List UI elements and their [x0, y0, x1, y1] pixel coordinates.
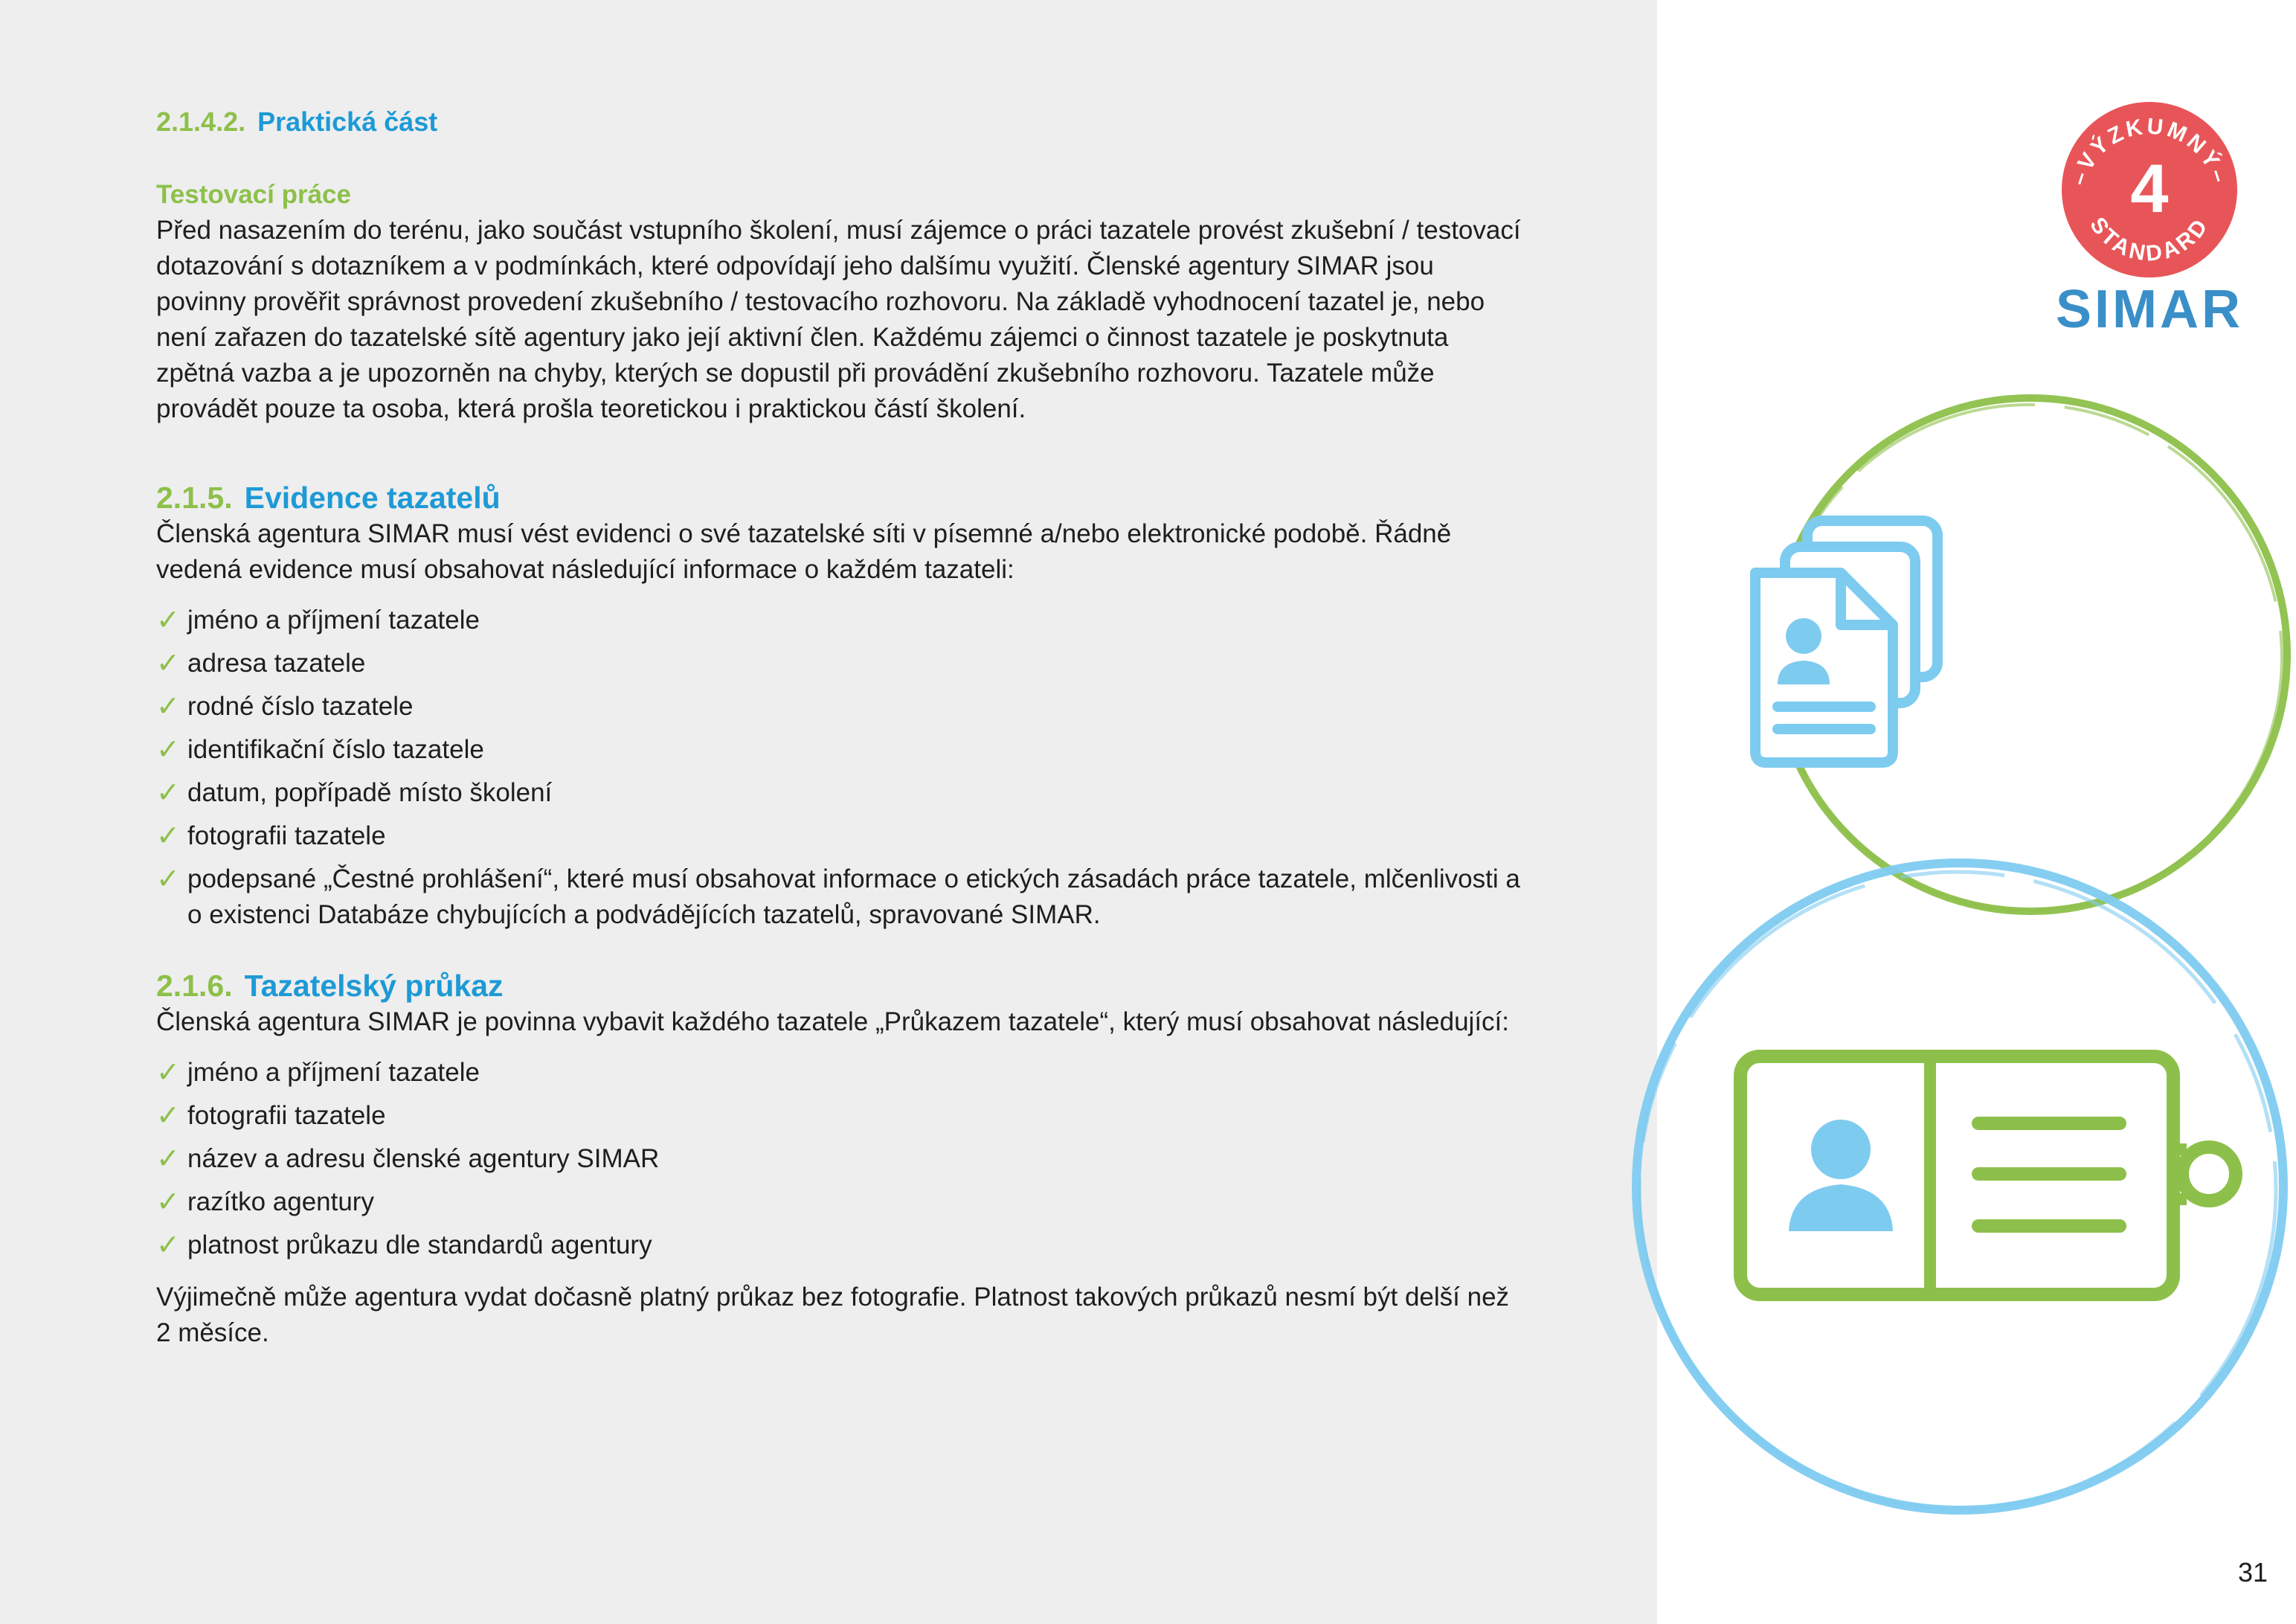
badge-number: 4 [2130, 151, 2169, 227]
list-item: ✓ identifikační číslo tazatele [156, 732, 1525, 768]
heading-title: Tazatelský průkaz [244, 969, 504, 1003]
checkmark-icon: ✓ [156, 648, 180, 679]
checkmark-icon: ✓ [156, 1143, 180, 1175]
heading-number: 2.1.4.2. [156, 106, 246, 137]
checkmark-icon: ✓ [156, 821, 180, 852]
list-item: ✓ název a adresu členské agentury SIMAR [156, 1141, 1525, 1177]
checkmark-icon: ✓ [156, 1057, 180, 1088]
checkmark-icon: ✓ [156, 1100, 180, 1132]
paragraph-testovaci-prace: Před nasazením do terénu, jako součást vstupního školení, musí zájemce o práci tazatele provést zkušební / testovací dotazování s dotazníkem a v podmínkách, které odpovídají jeho dalšímu využití. Členské agentury SIMAR jsou povinny prověřit správnost provedení zkušebního / testovacího rozhovoru. Na základě vyhodnocení tazatel je, nebo není zařazen do tazatelské sítě agentury jako její aktivní člen. Každému zájemci o činnost tazatele je poskytnuta zpětná vazba a je upozorněn na chyby, kterých se dopustil při provádění zkušebního rozhovoru. Tazatele může provádět pouze ta osoba, která prošla teoretickou i praktickou částí školení. [156, 216, 1521, 423]
checkmark-icon: ✓ [156, 1187, 180, 1218]
brand-name: SIMAR [2056, 280, 2243, 339]
checkmark-icon: ✓ [156, 691, 180, 722]
evidence-checklist [156, 603, 1525, 933]
list-item: ✓ jméno a příjmení tazatele [156, 603, 1525, 638]
list-item: ✓ adresa tazatele [156, 646, 1525, 681]
paragraph-prukaz-intro: Členská agentura SIMAR je povinna vybavit každého tazatele „Průkazem tazatele“, který musí obsahovat následující: [156, 1007, 1509, 1036]
heading-number: 2.1.6. [156, 969, 233, 1003]
list-item: ✓ fotografii tazatele [156, 1098, 1525, 1134]
checkmark-icon: ✓ [156, 1230, 180, 1261]
prukaz-checklist [156, 1055, 1525, 1263]
heading-title: Evidence tazatelů [244, 481, 501, 515]
heading-2-1-6 [156, 967, 1525, 1004]
paragraph-evidence-intro: Členská agentura SIMAR musí vést evidenci o své tazatelské síti v písemné a/nebo elektronické podobě. Řádně vedená evidence musí obsahovat následující informace o každém tazateli: [156, 519, 1452, 584]
heading-2-1-5 [156, 479, 1525, 516]
list-item: ✓ podepsané „Čestné prohlášení“, které musí obsahovat informace o etických zásadách práce tazatele, mlčenlivosti a o existenci Databáze chybujících a podvádějících tazatelů, spravované SIMAR. [156, 861, 1525, 933]
subheading-testovaci-prace: Testovací práce [156, 180, 351, 209]
badge-bottom-text: STANDARD [2085, 213, 2214, 266]
list-item: ✓ platnost průkazu dle standardů agentury [156, 1227, 1525, 1263]
text-column [156, 104, 1525, 1351]
list-item: ✓ rodné číslo tazatele [156, 689, 1525, 725]
heading-number: 2.1.5. [156, 481, 233, 515]
paragraph-prukaz-closing: Výjimečně může agentura vydat dočasně platný průkaz bez fotografie. Platnost takových průkazů nesmí být delší než 2 měsíce. [156, 1283, 1510, 1347]
list-item: ✓ datum, popřípadě místo školení [156, 775, 1525, 811]
documents-profile-icon [1755, 521, 1938, 763]
checkmark-icon: ✓ [156, 864, 180, 895]
page-number: 31 [2237, 1557, 2268, 1588]
list-item: ✓ razítko agentury [156, 1184, 1525, 1220]
heading-2-1-4-2 [156, 104, 1525, 140]
checkmark-icon: ✓ [156, 734, 180, 766]
checkmark-icon: ✓ [156, 605, 180, 636]
id-card-icon [1740, 1056, 2236, 1294]
heading-title: Praktická část [257, 106, 438, 137]
badge-top-text: –VÝZKUMNÝ– [2066, 114, 2233, 189]
simar-standard-logo [2038, 89, 2261, 342]
list-item: ✓ fotografii tazatele [156, 818, 1525, 854]
checkmark-icon: ✓ [156, 777, 180, 809]
list-item: ✓ jméno a příjmení tazatele [156, 1055, 1525, 1091]
